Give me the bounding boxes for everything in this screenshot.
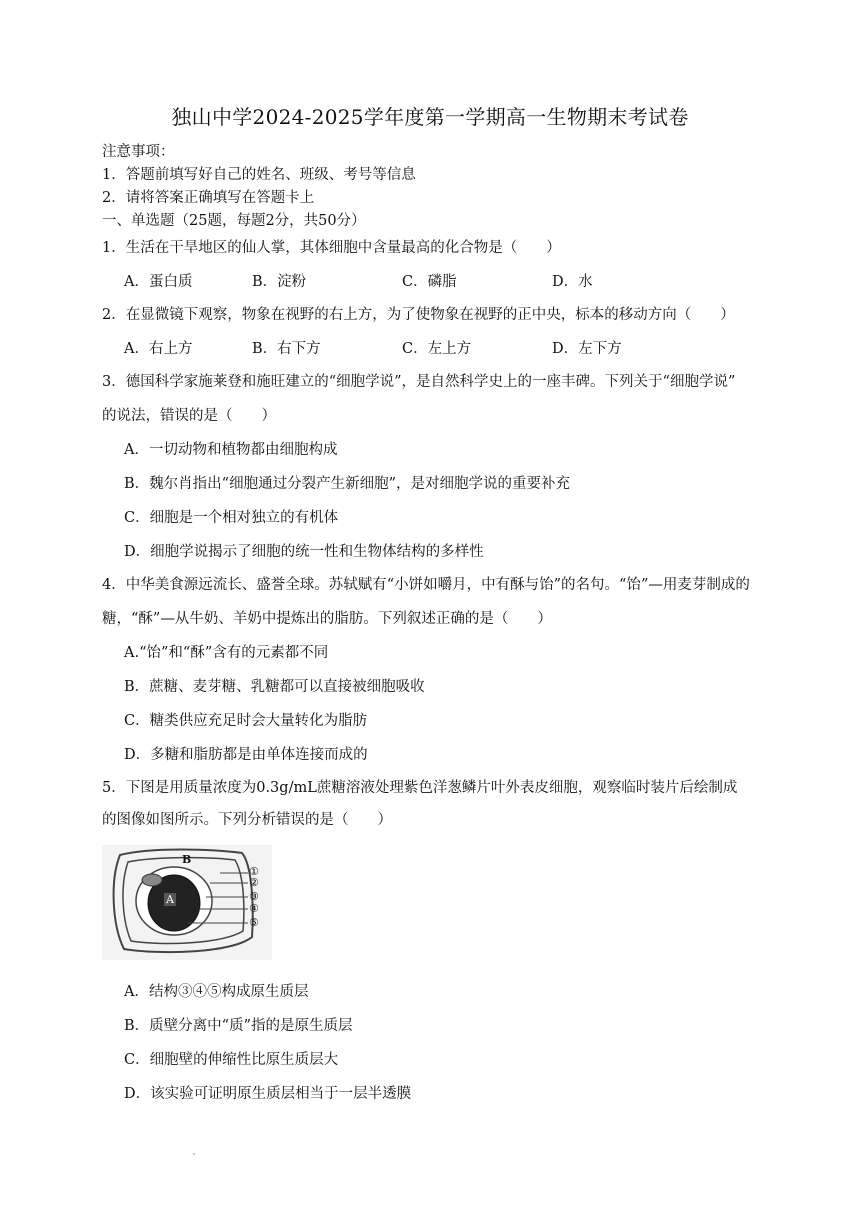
question-1-option-a: A．蛋白质 <box>124 274 193 290</box>
note-item-2: 2．请将答案正确填写在答题卡上 <box>102 190 315 206</box>
question-4-option-a: A.“饴”和“酥”含有的元素都不同 <box>124 645 329 661</box>
question-1-option-d: D．水 <box>552 274 593 290</box>
question-3-option-c: C．细胞是一个相对独立的有机体 <box>124 510 339 526</box>
figure-label-a: A <box>166 893 174 906</box>
figure-marker-5: ⑤ <box>249 916 259 929</box>
question-5-stem-line-1: 5．下图是用质量浓度为0.3g/mL蔗糖溶液处理紫色洋葱鳞片叶外表皮细胞，观察临时装片后绘制成 <box>102 780 738 796</box>
question-5-option-b: B．质壁分离中“质”指的是原生质层 <box>124 1018 353 1034</box>
question-2-stem: 2．在显微镜下观察，物象在视野的右上方，为了使物象在视野的正中央，标本的移动方向（ ） <box>102 307 735 323</box>
question-4-option-c: C．糖类供应充足时会大量转化为脂肪 <box>124 713 368 729</box>
question-3-stem-line-1: 3．德国科学家施莱登和施旺建立的“细胞学说”，是自然科学史上的一座丰碑。下列关于“细胞学说” <box>102 374 736 390</box>
question-1-stem: 1．生活在干旱地区的仙人掌，其体细胞中含量最高的化合物是（ ） <box>102 240 561 256</box>
question-1-option-c: C．磷脂 <box>402 274 457 290</box>
question-3-option-d: D．细胞学说揭示了细胞的统一性和生物体结构的多样性 <box>124 544 484 560</box>
figure-marker-4: ④ <box>249 902 259 915</box>
question-5-option-d: D．该实验可证明原生质层相当于一层半透膜 <box>124 1086 412 1102</box>
question-3-stem-line-2: 的说法，错误的是（ ） <box>102 408 276 424</box>
question-2-option-b: B．右下方 <box>252 341 321 357</box>
question-2-option-c: C．左上方 <box>402 341 472 357</box>
figure-marker-3: ③ <box>249 890 259 903</box>
section-heading: 一、单选题（25题，每题2分，共50分） <box>102 213 366 229</box>
question-1-option-b: B．淀粉 <box>252 274 307 290</box>
question-2-option-d: D．左下方 <box>552 341 622 357</box>
question-4-stem-line-2: 糖，“酥”—从牛奶、羊奶中提炼出的脂肪。下列叙述正确的是（ ） <box>102 611 552 627</box>
question-3-option-a: A．一切动物和植物都由细胞构成 <box>124 442 338 458</box>
question-4-stem-line-1: 4．中华美食源远流长、盛誉全球。苏轼赋有“小饼如嚼月，中有酥与饴”的名句。“饴”—用麦芽制成的 <box>102 577 750 593</box>
question-5-option-c: C．细胞壁的伸缩性比原生质层大 <box>124 1052 339 1068</box>
question-5-option-a: A．结构③④⑤构成原生质层 <box>124 984 309 1000</box>
plasmolysis-cell-figure <box>102 845 272 960</box>
question-5-stem-line-2: 的图像如图所示。下列分析错误的是（ ） <box>102 812 392 828</box>
figure-marker-2: ② <box>249 876 259 889</box>
notes-heading: 注意事项： <box>102 144 175 160</box>
exam-title: 独山中学2024-2025学年度第一学期高一生物期末考试卷 <box>171 105 689 129</box>
note-item-1: 1．答题前填写好自己的姓名、班级、考号等信息 <box>102 167 416 183</box>
question-3-option-b: B．魏尔肖指出“细胞通过分裂产生新细胞”，是对细胞学说的重要补充 <box>124 476 570 492</box>
page-speck <box>193 1153 195 1155</box>
figure-label-b: B <box>182 853 192 866</box>
question-4-option-d: D．多糖和脂肪都是由单体连接而成的 <box>124 747 368 763</box>
question-4-option-b: B．蔗糖、麦芽糖、乳糖都可以直接被细胞吸收 <box>124 679 425 695</box>
figure-marker-1: ① <box>249 865 259 878</box>
question-2-option-a: A．右上方 <box>124 341 193 357</box>
